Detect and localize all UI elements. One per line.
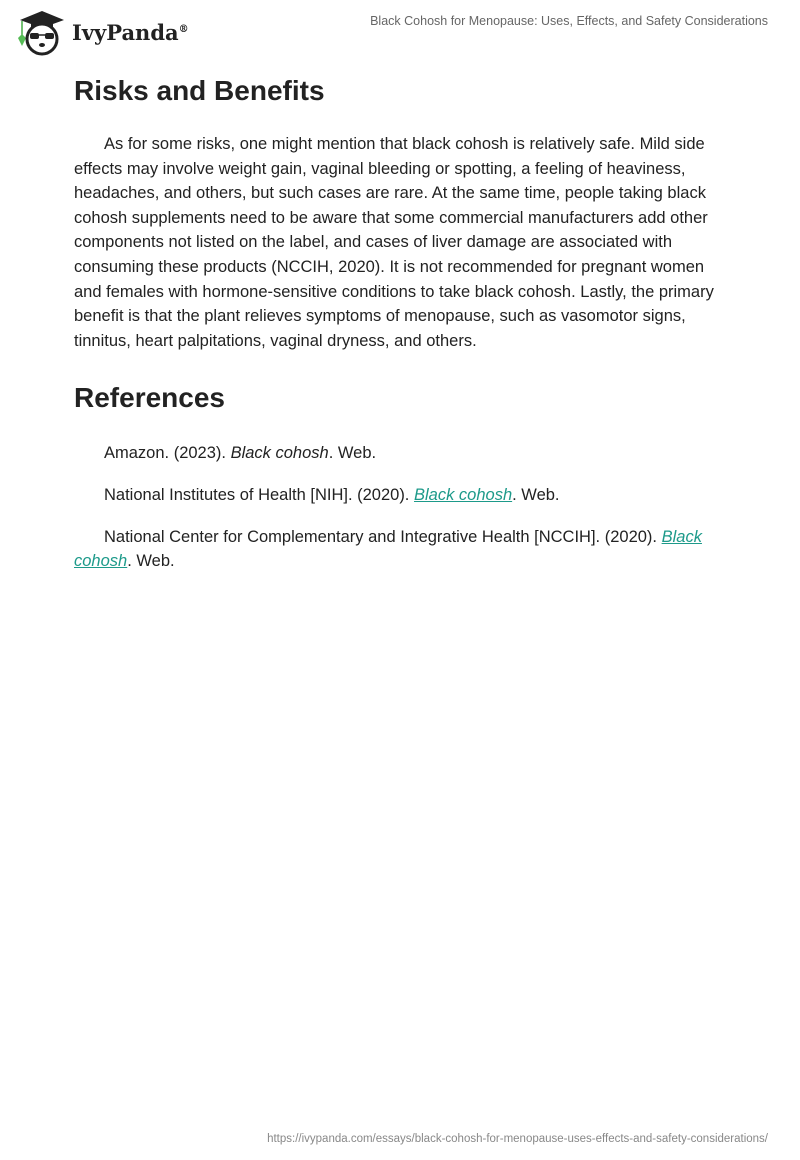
section-heading-references: References (74, 382, 225, 414)
reference-title: Black cohosh (230, 444, 329, 463)
registered-mark: ® (178, 23, 189, 35)
reference-suffix: . Web. (127, 552, 175, 571)
document-title: Black Cohosh for Menopause: Uses, Effects, and Safety Considerations (370, 14, 768, 28)
panda-graduate-icon (16, 8, 66, 56)
reference-item (74, 525, 726, 574)
body-paragraph: As for some risks, one might mention that black cohosh is relatively safe. Mild side effects may involve weight gain, vaginal bleeding or spotting, a feeling of heaviness, headaches, and others, but such cases are rare. At the same time, people taking black cohosh supplements need to be aware that some commercial manufacturers add other components not listed on the label, and cases of liver damage are associated with consuming these products (NCCIH, 2020). It is not recommended for pregnant women and females with hormone-sensitive conditions to take black cohosh. Lastly, the primary benefit is that the plant relieves symptoms of menopause, such as vasomotor signs, tinnitus, heart palpitations, vaginal dryness, and others. (74, 135, 714, 350)
section-heading-risks: Risks and Benefits (74, 75, 325, 106)
reference-list (74, 441, 726, 573)
reference-item (74, 483, 726, 508)
logo-text: IvyPanda (72, 19, 179, 45)
reference-link[interactable]: Black cohosh (413, 485, 513, 504)
reference-suffix: . Web. (512, 485, 560, 504)
logo[interactable] (16, 8, 189, 56)
reference-prefix: Amazon. (2023). (104, 444, 231, 463)
reference-link[interactable]: Black cohosh (74, 527, 702, 571)
footer-url: https://ivypanda.com/essays/black-cohosh-for-menopause-uses-effects-and-safety-considerations/ (267, 1133, 768, 1145)
reference-prefix: National Institutes of Health [NIH]. (2020). (104, 485, 414, 504)
essay-content (74, 72, 726, 591)
reference-prefix: National Center for Complementary and Integrative Health [NCCIH]. (2020). (104, 527, 662, 546)
reference-item (74, 441, 726, 466)
reference-suffix: . Web. (328, 444, 377, 463)
